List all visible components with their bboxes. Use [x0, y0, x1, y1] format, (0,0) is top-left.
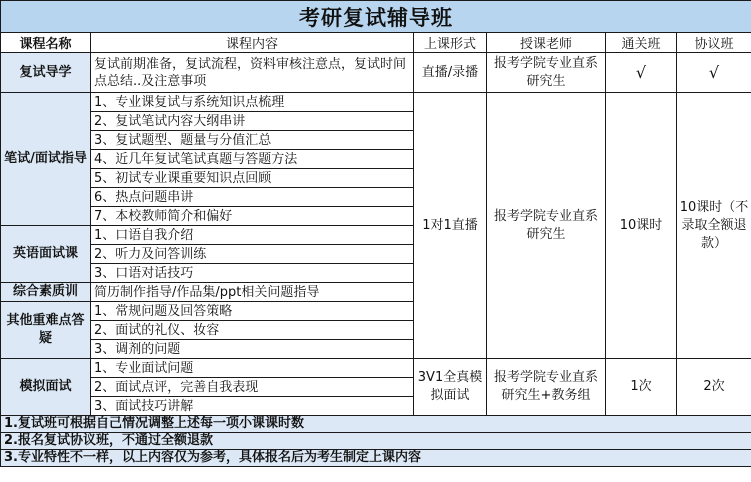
- header-pass-class: 通关班: [606, 33, 677, 53]
- header-agreement-class: 协议班: [677, 33, 751, 53]
- list-item: 2、听力及问答训练: [91, 245, 414, 264]
- mock-pass: 1次: [606, 359, 677, 416]
- note-line: 1.复试班可根据自己情况调整上述每一项小课课时数: [1, 416, 751, 433]
- category-mock: 模拟面试: [1, 359, 91, 416]
- category-english: 英语面试课: [1, 226, 91, 283]
- mock-agreement: 2次: [677, 359, 751, 416]
- list-item: 2、复试笔试内容大纲串讲: [91, 112, 414, 131]
- guide-format: 直播/录播: [414, 53, 487, 93]
- list-item: 5、初试专业课重要知识点回顾: [91, 169, 414, 188]
- guide-teacher: 报考学院专业直系研究生: [487, 53, 606, 93]
- category-other: 其他重难点答疑: [1, 302, 91, 359]
- list-item: 1、常规问题及回答策略: [91, 302, 414, 321]
- header-course-content: 课程内容: [91, 33, 414, 53]
- header-row: [1, 33, 751, 53]
- list-item: 3、面试技巧讲解: [91, 397, 414, 416]
- shared-agreement-hours: 10课时（不录取全额退款）: [677, 93, 751, 359]
- mock-format: 3V1全真模拟面试: [414, 359, 487, 416]
- list-item: 3、调剂的问题: [91, 340, 414, 359]
- table-title: 考研复试辅导班: [1, 1, 751, 33]
- table-row: [1, 93, 751, 112]
- list-item: 3、口语对话技巧: [91, 264, 414, 283]
- shared-teacher: 报考学院专业直系研究生: [487, 93, 606, 359]
- list-item: 1、专业面试问题: [91, 359, 414, 378]
- list-item: 3、复试题型、题量与分值汇总: [91, 131, 414, 150]
- list-item: 2、面试的礼仪、妆容: [91, 321, 414, 340]
- note-line: 3.专业特性不一样，以上内容仅为参考，具体报名后为考生制定上课内容: [1, 450, 751, 467]
- list-item: 4、近几年复试笔试真题与答题方法: [91, 150, 414, 169]
- mock-teacher: 报考学院专业直系研究生+教务组: [487, 359, 606, 416]
- category-quality: 综合素质训: [1, 283, 91, 302]
- table-row: [1, 53, 751, 93]
- header-class-format: 上课形式: [414, 33, 487, 53]
- guide-agreement-check: √: [677, 53, 751, 93]
- guide-content: 复试前期准备，复试流程，资料审核注意点，复试时间点总结..及注意事项: [91, 53, 414, 93]
- shared-format: 1对1直播: [414, 93, 487, 359]
- header-course-name: 课程名称: [1, 33, 91, 53]
- list-item: 2、面试点评，完善自我表现: [91, 378, 414, 397]
- note-line: 2.报名复试协议班，不通过全额退款: [1, 433, 751, 450]
- header-teacher: 授课老师: [487, 33, 606, 53]
- category-guide: 复试导学: [1, 53, 91, 93]
- quality-content: 简历制作指导/作品集/ppt相关问题指导: [91, 283, 414, 302]
- category-written: 笔试/面试指导: [1, 93, 91, 226]
- shared-pass-hours: 10课时: [606, 93, 677, 359]
- guide-pass-check: √: [606, 53, 677, 93]
- list-item: 6、热点问题串讲: [91, 188, 414, 207]
- list-item: 7、本校教师简介和偏好: [91, 207, 414, 226]
- list-item: 1、专业课复试与系统知识点梳理: [91, 93, 414, 112]
- list-item: 1、口语自我介绍: [91, 226, 414, 245]
